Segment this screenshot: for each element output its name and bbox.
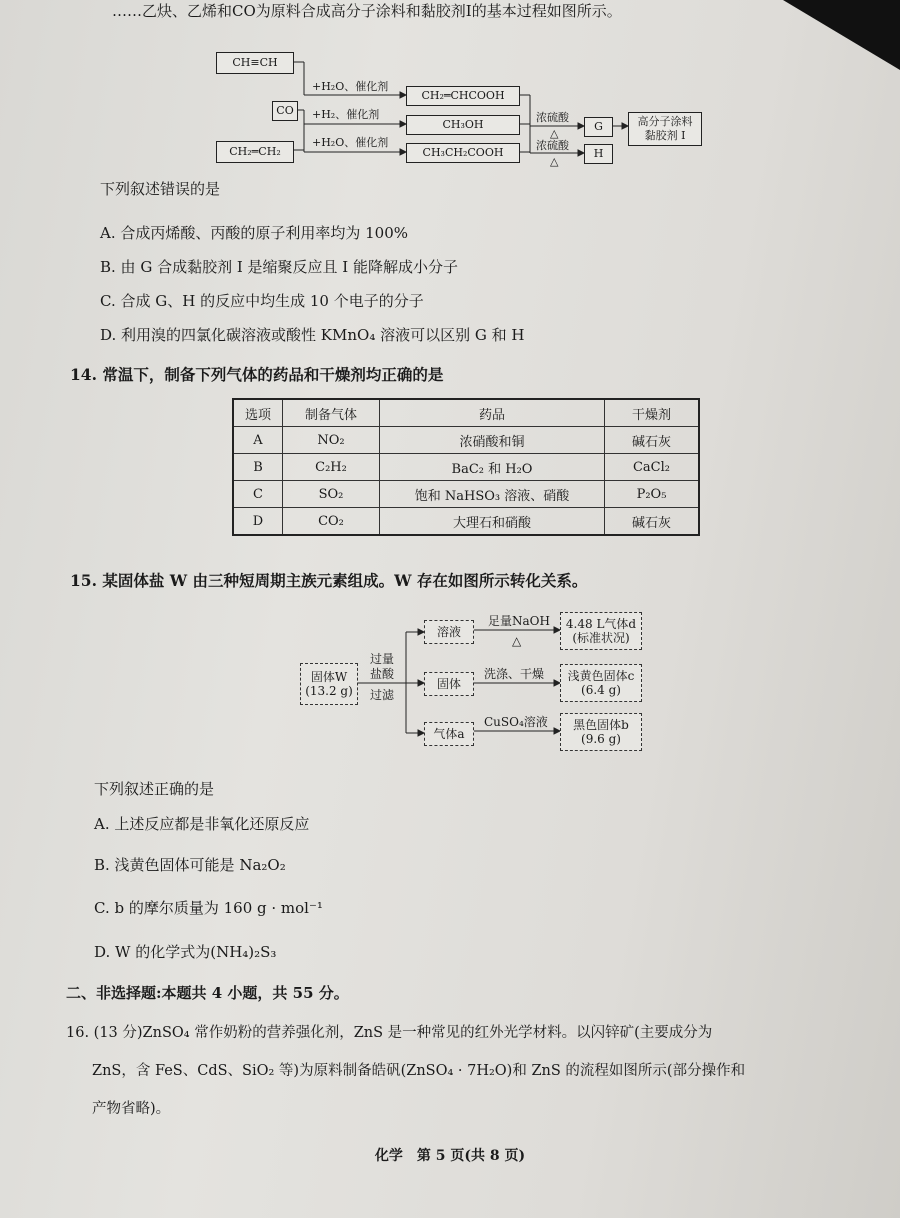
condition-2: +H₂、催化剂	[312, 108, 380, 121]
cell: CaCl₂	[605, 454, 700, 481]
result-solid-b	[560, 713, 642, 751]
header-option: 选项	[233, 399, 283, 427]
q13-option-a: A. 合成丙烯酸、丙酸的原子利用率均为 100%	[100, 224, 409, 242]
final-product-line1: 高分子涂料	[637, 115, 693, 128]
result-solid-b-line2: (9.6 g)	[581, 732, 621, 746]
result-solid-c	[560, 664, 642, 702]
cond-delta: △	[512, 634, 522, 648]
cell: C	[233, 481, 283, 508]
cond-wash-dry: 洗涤、干燥	[484, 667, 545, 681]
result-gas-d-line2: (标准状况)	[572, 631, 630, 645]
q13-stem: 下列叙述错误的是	[100, 180, 221, 198]
result-solid-b-line1: 黑色固体b	[573, 718, 629, 732]
header-gas: 制备气体	[283, 399, 380, 427]
product-propanoic-acid: CH₃CH₂COOH	[406, 143, 520, 163]
delta-1: △	[550, 127, 559, 140]
acid-label-1: 浓硫酸	[536, 111, 569, 124]
cell: 碱石灰	[605, 427, 700, 454]
cell: C₂H₂	[283, 454, 380, 481]
q13-option-b: B. 由 G 合成黏胶剂 I 是缩聚反应且 I 能降解成小分子	[100, 258, 459, 276]
solid-w-label: 固体W	[310, 670, 348, 684]
q16-line3: 产物省略)。	[92, 1101, 171, 1117]
cell: 浓硝酸和铜	[380, 427, 605, 454]
cell: A	[233, 427, 283, 454]
cell: BaC₂ 和 H₂O	[380, 454, 605, 481]
branch-gas-a: 气体a	[424, 722, 474, 746]
reactant-acetylene: CH≡CH	[216, 52, 294, 74]
cell: CO₂	[283, 508, 380, 536]
q15-option-c: C. b 的摩尔质量为 160 g · mol⁻¹	[94, 899, 323, 917]
solid-w-box	[300, 663, 358, 705]
final-product-line2: 黏胶剂 I	[644, 129, 686, 142]
cell: 大理石和硝酸	[380, 508, 605, 536]
q13-intro: ……乙炔、乙烯和CO为原料合成高分子涂料和黏胶剂I的基本过程如图所示。	[112, 2, 622, 20]
q15-stem2: 下列叙述正确的是	[94, 780, 215, 798]
q13-option-c: C. 合成 G、H 的反应中均生成 10 个电子的分子	[100, 292, 424, 310]
product-methanol: CH₃OH	[406, 115, 520, 135]
q15-option-a: A. 上述反应都是非氧化还原反应	[94, 815, 310, 833]
cond-cuso4: CuSO₄溶液	[484, 715, 548, 729]
q16-line2: ZnS，含 FeS、CdS、SiO₂ 等)为原料制备皓矾(ZnSO₄ · 7H₂O)和 ZnS 的流程如图所示(部分操作和	[92, 1063, 746, 1079]
product-acrylic-acid: CH₂═CHCOOH	[406, 86, 520, 106]
cell: 饱和 NaHSO₃ 溶液、硝酸	[380, 481, 605, 508]
compound-g: G	[584, 117, 613, 137]
condition-1: +H₂O、催化剂	[312, 80, 389, 93]
reagent-excess: 过量	[370, 652, 395, 666]
q15-stem: 15. 某固体盐 W 由三种短周期主族元素组成。W 存在如图所示转化关系。	[70, 571, 588, 590]
branch-solution: 溶液	[424, 620, 474, 644]
solid-w-mass: (13.2 g)	[305, 684, 353, 698]
result-solid-c-line2: (6.4 g)	[581, 683, 621, 697]
cell: B	[233, 454, 283, 481]
header-desiccant: 干燥剂	[605, 399, 700, 427]
header-reagent: 药品	[380, 399, 605, 427]
q15-option-d: D. W 的化学式为(NH₄)₂S₃	[94, 943, 277, 961]
q13-option-d: D. 利用溴的四氯化碳溶液或酸性 KMnO₄ 溶液可以区别 G 和 H	[100, 326, 525, 344]
reactant-co: CO	[272, 101, 298, 121]
branch-solid: 固体	[424, 672, 474, 696]
acid-label-2: 浓硫酸	[536, 139, 569, 152]
cell: SO₂	[283, 481, 380, 508]
cell: D	[233, 508, 283, 536]
reagent-hcl: 盐酸	[370, 667, 395, 681]
compound-h: H	[584, 144, 613, 164]
cond-naoh: 足量NaOH	[488, 614, 550, 628]
section-heading: 二、非选择题:本题共 4 小题，共 55 分。	[66, 984, 349, 1002]
cell: 碱石灰	[605, 508, 700, 536]
delta-2: △	[550, 155, 559, 168]
cell: P₂O₅	[605, 481, 700, 508]
reactant-ethylene: CH₂═CH₂	[216, 141, 294, 163]
condition-3: +H₂O、催化剂	[312, 136, 389, 149]
result-gas-d-line1: 4.48 L气体d	[565, 617, 637, 631]
q16-line1: 16. (13 分)ZnSO₄ 常作奶粉的营养强化剂，ZnS 是一种常见的红外光学材料。以闪锌矿(主要成分为	[66, 1025, 713, 1041]
page-footer: 化学 第 5 页(共 8 页)	[374, 1148, 526, 1164]
cell: NO₂	[283, 427, 380, 454]
reagent-filter: 过滤	[370, 688, 395, 702]
q14-stem: 14. 常温下，制备下列气体的药品和干燥剂均正确的是	[70, 365, 444, 384]
result-solid-c-line1: 浅黄色固体c	[567, 669, 635, 683]
q15-option-b: B. 浅黄色固体可能是 Na₂O₂	[94, 856, 286, 874]
result-gas-d	[560, 612, 642, 650]
